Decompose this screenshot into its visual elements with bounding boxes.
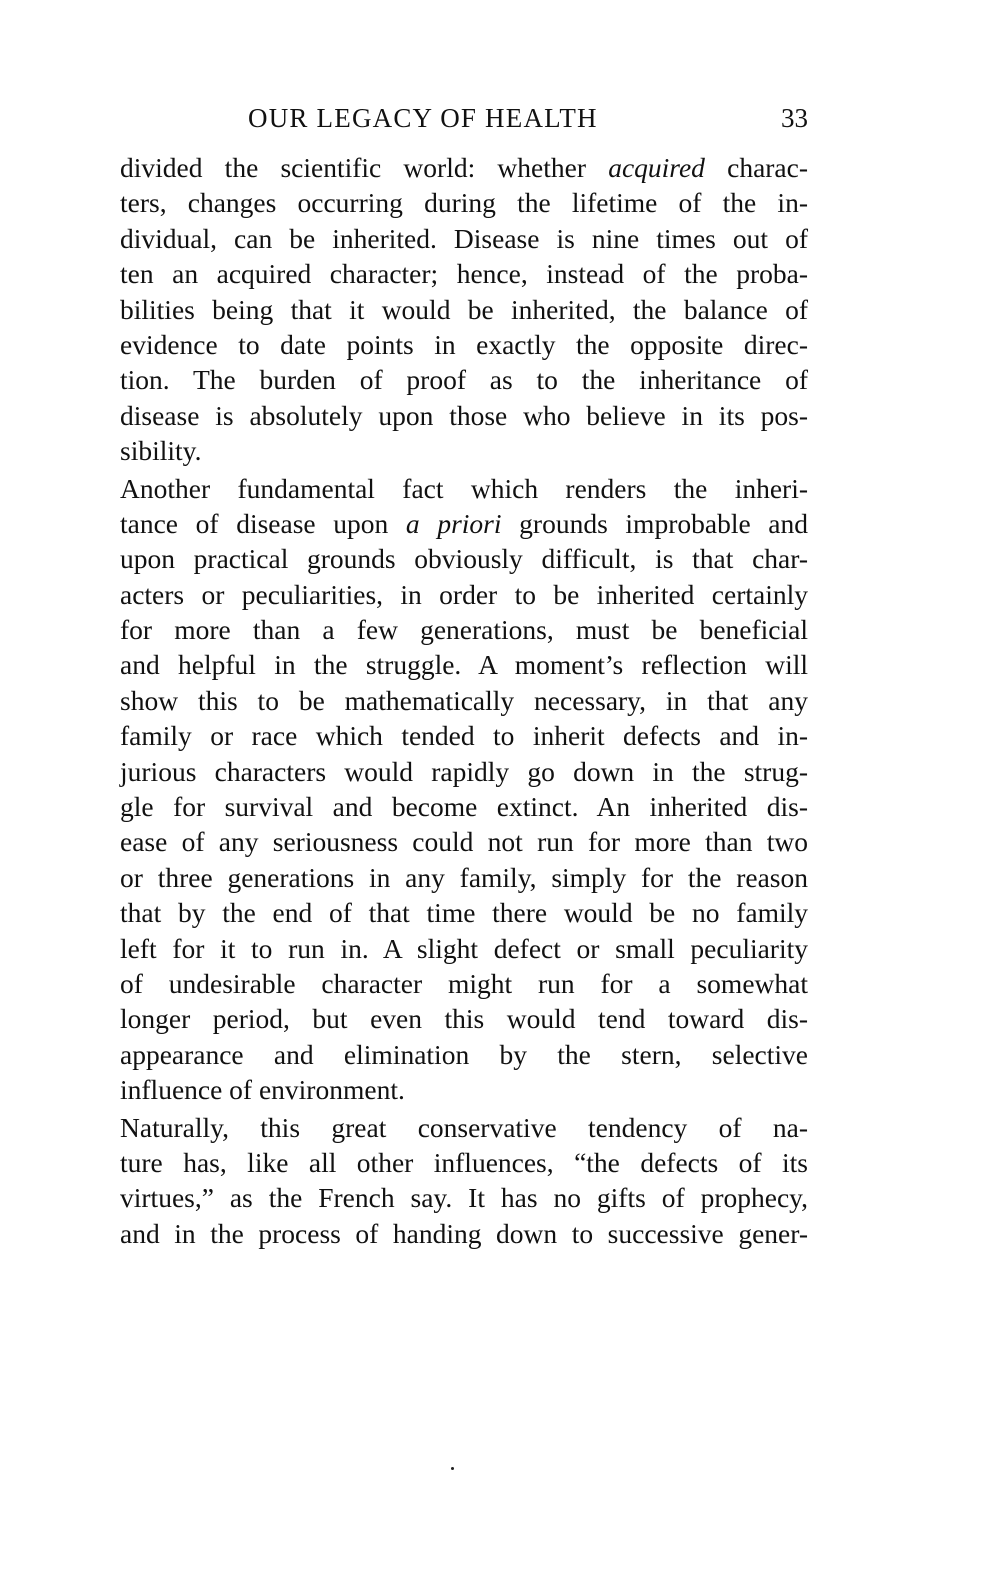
text-line (120, 150, 808, 185)
text-segment: appearance and elimination by the stern, selective (120, 1038, 808, 1070)
text-line (120, 718, 808, 753)
paragraph (120, 1110, 808, 1252)
text-segment: ters, changes occurring during the lifetime of the in- (120, 187, 808, 219)
text-segment: sibility. (120, 435, 202, 467)
text-line (120, 256, 808, 291)
text-line (120, 1072, 808, 1107)
text-line (120, 824, 808, 859)
text-segment: ture has, like all other influences, “the defects of its (120, 1146, 808, 1178)
text-line (120, 362, 808, 397)
text-line (120, 221, 808, 256)
text-line (120, 860, 808, 895)
running-head (120, 100, 808, 136)
text-segment: ease of any seriousness could not run for more than two (120, 826, 808, 858)
text-segment: Naturally, this great conservative tendency of na- (120, 1111, 808, 1143)
text-segment: longer period, but even this would tend toward dis- (120, 1003, 808, 1035)
text-segment: and helpful in the struggle. A moment’s reflection will (120, 649, 808, 681)
body-text (120, 150, 808, 1251)
print-speck (451, 1467, 454, 1470)
text-segment: family or race which tended to inherit defects and in- (120, 720, 808, 752)
text-line (120, 506, 808, 541)
text-segment: show this to be mathematically necessary, in that any (120, 684, 808, 716)
text-line (120, 471, 808, 506)
text-segment: tion. The burden of proof as to the inheritance of (120, 364, 808, 396)
text-line (120, 185, 808, 220)
text-line (120, 1037, 808, 1072)
text-line (120, 966, 808, 1001)
text-line (120, 398, 808, 433)
text-segment: evidence to date points in exactly the opposite direc- (120, 328, 808, 360)
text-line (120, 1110, 808, 1145)
text-line (120, 577, 808, 612)
text-line (120, 612, 808, 647)
text-segment: virtues,” as the French say. It has no gifts of prophecy, (120, 1182, 808, 1214)
text-segment: that by the end of that time there would be no family (120, 897, 808, 929)
page-number: 33 (781, 103, 808, 133)
text-line (120, 683, 808, 718)
text-segment: influence of environment. (120, 1074, 405, 1106)
text-segment: disease is absolutely upon those who believe in its pos- (120, 399, 808, 431)
text-segment: left for it to run in. A slight defect or small peculiarity (120, 932, 808, 964)
text-segment: ten an acquired character; hence, instead of the proba- (120, 258, 808, 290)
italic-text: a priori (405, 507, 502, 539)
paragraph (120, 150, 808, 469)
text-segment: of undesirable character might run for a somewhat (120, 967, 808, 999)
text-segment: upon practical grounds obviously difficult, is that char- (120, 543, 808, 575)
text-segment: and in the process of handing down to successive gener- (120, 1217, 808, 1249)
text-line (120, 789, 808, 824)
text-line (120, 541, 808, 576)
text-segment: jurious characters would rapidly go down in the strug- (120, 755, 808, 787)
text-segment: Another fundamental fact which renders the inheri- (120, 472, 808, 504)
text-line (120, 895, 808, 930)
text-segment: tance of disease upon (120, 507, 406, 539)
text-segment: acters or peculiarities, in order to be inherited certainly (120, 578, 808, 610)
text-line (120, 1180, 808, 1215)
text-line (120, 327, 808, 362)
text-line (120, 931, 808, 966)
text-segment: charac- (704, 152, 808, 183)
text-line (120, 1001, 808, 1036)
text-segment: grounds improbable and (501, 507, 809, 539)
text-line (120, 1145, 808, 1180)
text-segment: divided the scientific world: whether (120, 152, 609, 183)
paragraph (120, 471, 808, 1108)
text-segment: gle for survival and become extinct. An inherited dis- (120, 791, 808, 823)
text-line (120, 1216, 808, 1251)
text-segment: for more than a few generations, must be beneficial (120, 614, 808, 646)
text-segment: bilities being that it would be inherited, the balance of (120, 293, 808, 325)
text-segment: dividual, can be inherited. Disease is nine times out of (120, 222, 808, 254)
italic-text: acquired (608, 152, 705, 183)
text-segment: or three generations in any family, simply for the reason (120, 861, 808, 893)
running-title: OUR LEGACY OF HEALTH (248, 103, 598, 133)
text-line (120, 754, 808, 789)
text-line (120, 433, 808, 468)
text-line (120, 647, 808, 682)
text-line (120, 292, 808, 327)
